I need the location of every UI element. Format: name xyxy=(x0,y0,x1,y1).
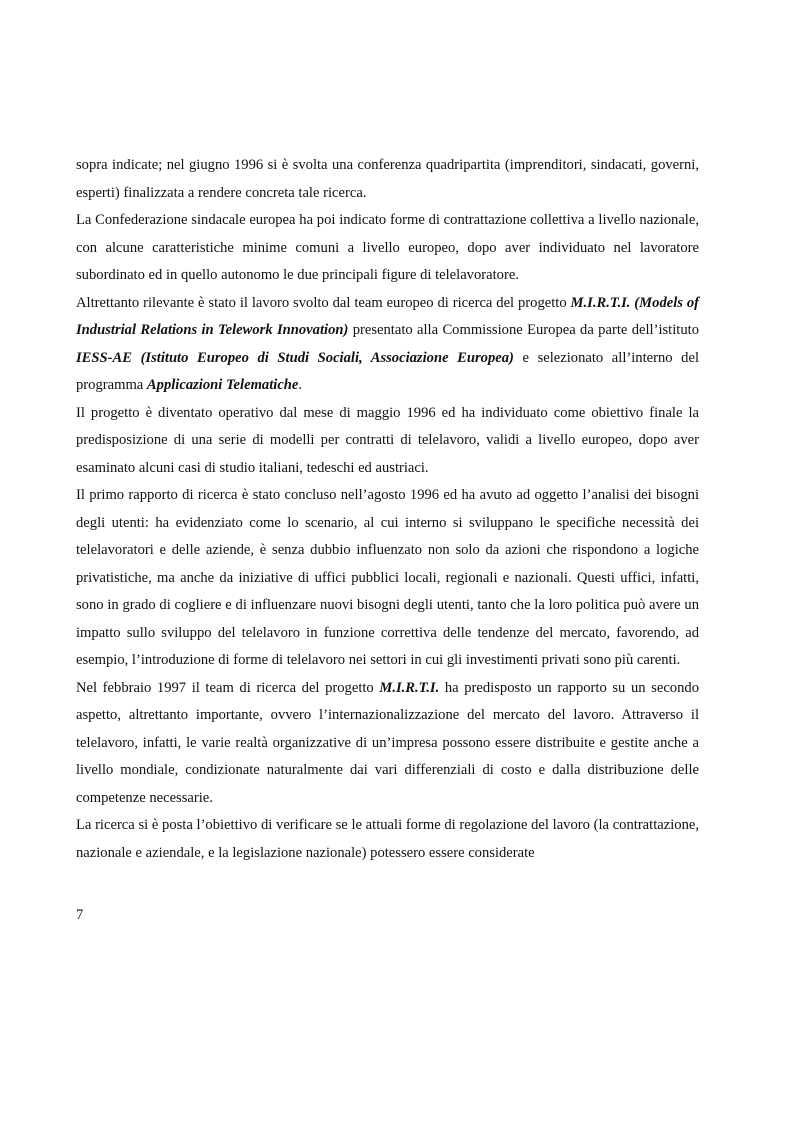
paragraph xyxy=(76,207,699,290)
paragraph-text: La ricerca si è posta l’obiettivo di verificare se le attuali forme di regolazione del lavoro (la contrattazione, nazionale e aziendale, e la legislazione nazionale) potessero essere considerate xyxy=(76,817,699,861)
institute-name-iess-ae: IESS-AE (Istituto Europeo di Studi Sociali, Associazione Europea) xyxy=(76,349,514,366)
project-name-mirti: M.I.R.T.I. xyxy=(379,679,440,696)
paragraph-text: e selezionato all’interno del programma xyxy=(76,349,700,393)
paragraph xyxy=(76,400,699,483)
paragraph xyxy=(76,675,699,813)
page-number: 7 xyxy=(76,907,84,923)
paragraph-text: La Confederazione sindacale europea ha poi indicato forme di contrattazione collettiva a livello nazionale, con alcune caratteristiche minime comuni a livello europeo, dopo aver individuato nel lavoratore subordinato ed in quello autonomo le due principali figure di telelavoratore. xyxy=(76,212,699,283)
document-body xyxy=(76,152,699,867)
paragraph-text: Il primo rapporto di ricerca è stato concluso nell’agosto 1996 ed ha avuto ad oggetto l’analisi dei bisogni degli utenti: ha evidenziato come lo scenario, al cui interno si sviluppano le specifiche necessità dei telelavoratori e delle aziende, è senza dubbio influenzato non solo da azioni che rispondono a logiche privatistiche, ma anche da iniziative di uffici pubblici locali, regionali e nazionali. Questi uffici, infatti, sono in grado di cogliere e di influenzare nuovi bisogni degli utenti, tanto che la loro politica può avere un impatto sullo sviluppo del telelavoro in funzione correttiva delle tendenze del mercato, favorendo, ad esempio, l’introduzione di forme di telelavoro nei settori in cui gli investimenti privati sono più carenti. xyxy=(76,487,699,668)
paragraph-text: presentato alla Commissione Europea da parte dell’istituto xyxy=(348,322,699,338)
paragraph-text: ha predisposto un rapporto su un secondo aspetto, altrettanto importante, ovvero l’internazionalizzazione del mercato del lavoro. Attraverso il telelavoro, infatti, le varie realtà organizzative di un’impresa possono essere distribuite e gestite anche a livello mondiale, condizionate naturalmente dai vari differenziali di costo e dalla distribuzione delle competenze necessarie. xyxy=(76,679,699,806)
paragraph xyxy=(76,482,699,675)
paragraph-text: . xyxy=(298,377,303,393)
paragraph xyxy=(76,812,699,867)
paragraph-text: Nel febbraio 1997 il team di ricerca del progetto xyxy=(76,679,380,696)
paragraph xyxy=(76,290,699,400)
paragraph-text: sopra indicate; nel giugno 1996 si è svolta una conferenza quadripartita (imprenditori, sindacati, governi, esperti) finalizzata a rendere concreta tale ricerca. xyxy=(76,157,699,201)
project-name-mirti: M.I.R.T.I. (Models of Industrial Relations in Telework Innovation) xyxy=(76,294,699,338)
paragraph-text: Il progetto è diventato operativo dal mese di maggio 1996 ed ha individuato come obiettivo finale la predisposizione di una serie di modelli per contratti di telelavoro, validi a livello europeo, dopo aver esaminato alcuni casi di studio italiani, tedeschi ed austriaci. xyxy=(76,404,699,476)
paragraph-text: Altrettanto rilevante è stato il lavoro svolto dal team europeo di ricerca del progetto xyxy=(76,294,571,311)
programme-name: Applicazioni Telematiche xyxy=(146,377,299,393)
paragraph xyxy=(76,152,699,207)
